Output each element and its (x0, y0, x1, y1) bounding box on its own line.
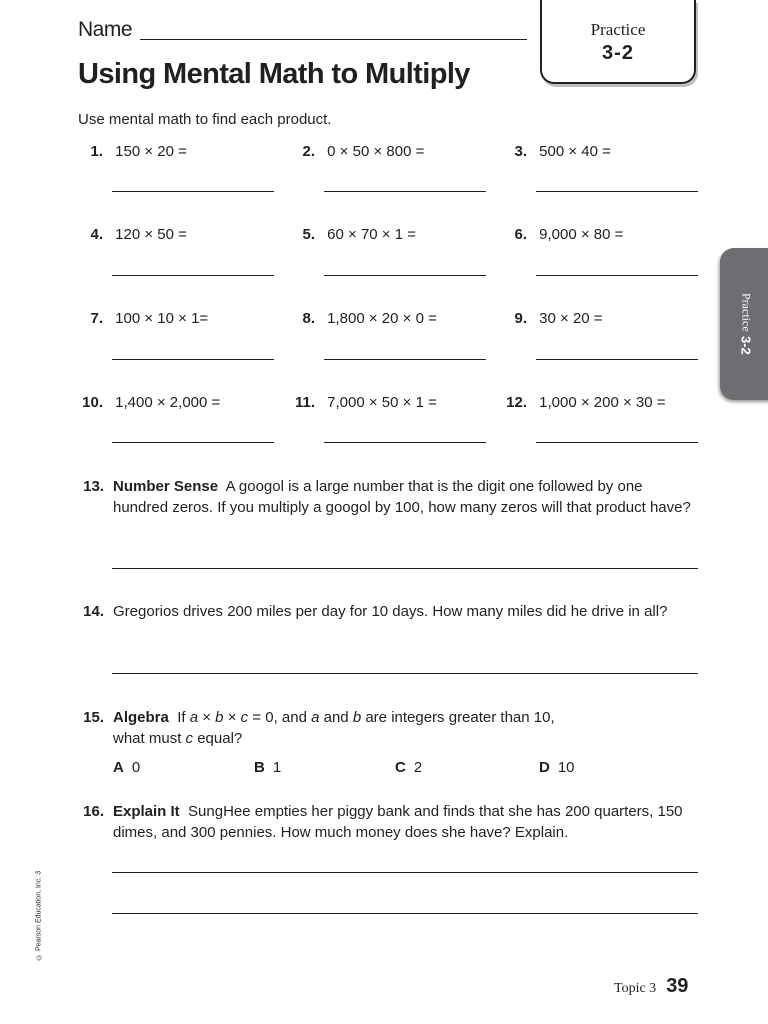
problem-expression: 0 × 50 × 800 = (327, 143, 425, 160)
problem-number: 2. (302, 143, 315, 160)
page-number: 39 (666, 975, 689, 997)
answer-line-5[interactable] (324, 275, 486, 276)
instructions: Use mental math to find each product. (78, 111, 332, 128)
copyright-notice: © Pearson Education, Inc. 3 (35, 870, 43, 960)
question-text: SungHee empties her piggy bank and finds that she has 200 quarters, 150 dimes, and 300 pennies. How much money does she have? Explain. (113, 803, 683, 841)
problem-2 (290, 143, 424, 160)
choice-value: 10 (557, 759, 575, 776)
choice-a[interactable] (113, 759, 140, 776)
name-label: Name (78, 18, 133, 41)
q15-text-mid: are integers greater than 10, (365, 709, 555, 726)
page-footer (614, 975, 688, 998)
q15-and: and (323, 709, 349, 726)
problem-number: 7. (90, 310, 103, 327)
page-title: Using Mental Math to Multiply (78, 58, 470, 90)
side-tab-number: 3-2 (738, 335, 754, 355)
choice-letter: D (539, 759, 550, 776)
var-a: a (189, 709, 199, 726)
problem-7 (78, 310, 208, 327)
question-heading: Algebra (113, 709, 169, 726)
problem-number: 5. (302, 226, 315, 243)
problem-number: 11. (294, 394, 315, 411)
practice-badge (540, 0, 696, 84)
problem-expression: 120 × 50 = (115, 226, 187, 243)
answer-line-8[interactable] (324, 359, 486, 360)
problem-4 (78, 226, 187, 243)
problem-5 (290, 226, 416, 243)
name-field-line[interactable] (140, 39, 527, 40)
answer-line-11[interactable] (324, 442, 486, 443)
answer-line-14[interactable] (112, 673, 698, 674)
answer-line-4[interactable] (112, 275, 274, 276)
var-b: b (215, 709, 224, 726)
choice-c[interactable] (395, 759, 422, 776)
answer-line-13[interactable] (112, 568, 698, 569)
q15-eq: = 0, and (252, 709, 307, 726)
problem-8 (290, 310, 437, 327)
choice-b[interactable] (254, 759, 281, 776)
problem-expression: 1,800 × 20 × 0 = (327, 310, 437, 327)
problem-number: 6. (514, 226, 527, 243)
choice-letter: B (254, 759, 265, 776)
answer-line-3[interactable] (536, 191, 698, 192)
problem-9 (502, 310, 603, 327)
footer-topic: Topic 3 (614, 981, 657, 996)
answer-line-16b[interactable] (112, 913, 698, 914)
practice-number: 3-2 (602, 42, 634, 64)
problem-expression: 1,400 × 2,000 = (115, 394, 221, 411)
problem-expression: 30 × 20 = (539, 310, 603, 327)
times-sign: × (202, 709, 211, 726)
question-text: Gregorios drives 200 miles per day for 10 days. How many miles did he drive in all? (113, 603, 668, 620)
answer-line-9[interactable] (536, 359, 698, 360)
choice-value: 0 (131, 759, 141, 776)
question-heading: Number Sense (113, 478, 219, 495)
problem-expression: 7,000 × 50 × 1 = (327, 394, 437, 411)
question-number: 16. (83, 803, 104, 820)
question-heading: Explain It (113, 803, 180, 820)
answer-line-16a[interactable] (112, 872, 698, 873)
var-c: c (240, 709, 249, 726)
q15-text-pre: If (177, 709, 186, 726)
question-13 (78, 476, 698, 518)
problem-6 (502, 226, 623, 243)
problem-number: 10. (82, 394, 103, 411)
question-number: 14. (83, 603, 104, 620)
choice-letter: A (113, 759, 124, 776)
problem-expression: 9,000 × 80 = (539, 226, 624, 243)
question-15 (78, 707, 698, 749)
choice-letter: C (395, 759, 406, 776)
q15-text-line2: what must (113, 730, 182, 747)
problem-11 (290, 394, 437, 411)
var-b: b (352, 709, 362, 726)
problem-number: 3. (514, 143, 527, 160)
times-sign: × (227, 709, 237, 726)
choice-value: 1 (272, 759, 282, 776)
answer-line-7[interactable] (112, 359, 274, 360)
problem-12 (502, 394, 666, 411)
problem-expression: 500 × 40 = (539, 143, 611, 160)
problem-number: 4. (90, 226, 103, 243)
practice-label: Practice (590, 20, 646, 39)
problem-expression: 100 × 10 × 1= (115, 310, 209, 327)
choice-d[interactable] (539, 759, 575, 776)
problem-expression: 1,000 × 200 × 30 = (539, 394, 666, 411)
problem-number: 8. (302, 310, 315, 327)
problem-number: 12. (506, 394, 527, 411)
var-c: c (185, 730, 194, 747)
question-number: 13. (83, 478, 104, 495)
var-a: a (311, 709, 320, 726)
answer-line-10[interactable] (112, 442, 274, 443)
question-text: A googol is a large number that is the digit one followed by one hundred zeros. If you multiply a googol by 100, how many zeros will that product have? (113, 478, 691, 516)
q15-text-end: equal? (197, 730, 243, 747)
problem-1 (78, 143, 187, 160)
problem-number: 1. (90, 143, 103, 160)
problem-expression: 60 × 70 × 1 = (327, 226, 416, 243)
problem-expression: 150 × 20 = (115, 143, 187, 160)
question-number: 15. (83, 709, 104, 726)
problem-10 (78, 394, 220, 411)
question-14 (78, 601, 698, 622)
question-16 (78, 801, 698, 843)
side-tab-practice: Practice (739, 293, 754, 332)
answer-line-2[interactable] (324, 191, 486, 192)
answer-line-6[interactable] (536, 275, 698, 276)
problem-3 (502, 143, 611, 160)
answer-line-12[interactable] (536, 442, 698, 443)
answer-line-1[interactable] (112, 191, 274, 192)
problem-number: 9. (514, 310, 527, 327)
choice-value: 2 (413, 759, 423, 776)
side-tab-label (739, 250, 753, 398)
